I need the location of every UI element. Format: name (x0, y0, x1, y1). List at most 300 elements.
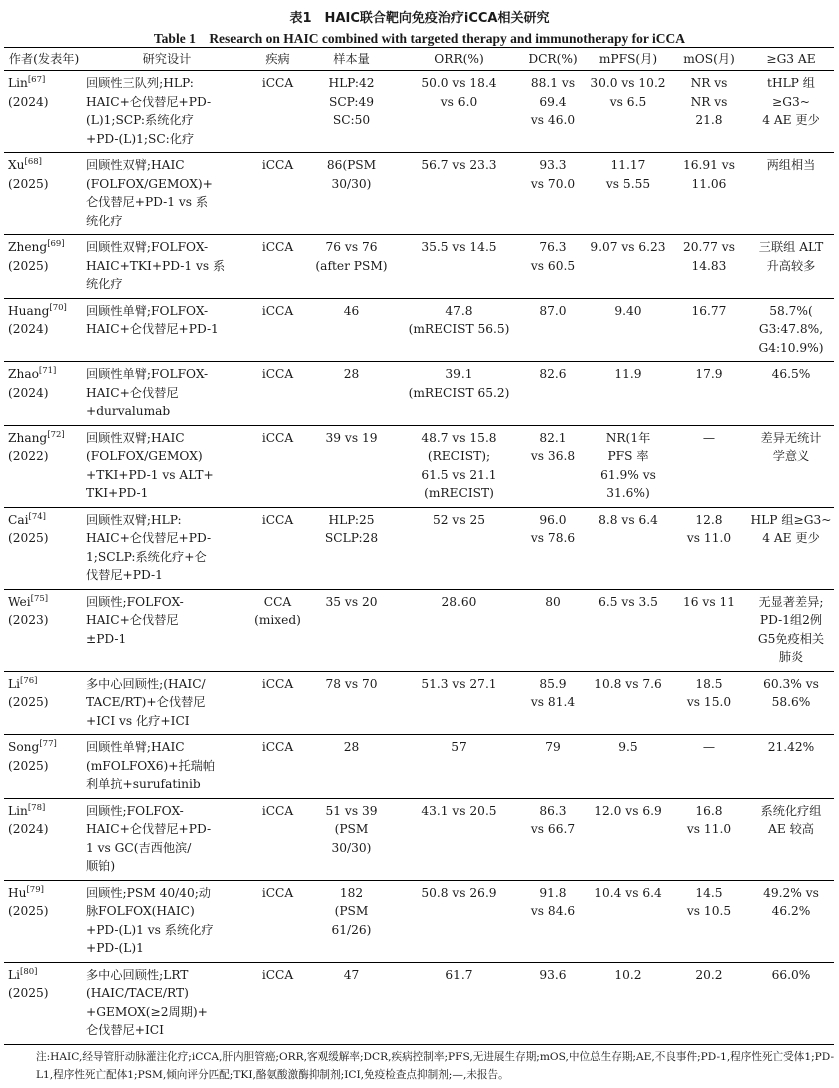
cell-line: HAIC+仑伐替尼+PD- (86, 531, 212, 545)
cell-ae (748, 362, 834, 426)
cell-line: 35 vs 20 (325, 594, 378, 609)
cell-author (4, 589, 84, 671)
cell-mpfs (586, 362, 670, 426)
cell-line: 57 (451, 740, 467, 754)
cell-mos (670, 235, 748, 299)
cell-line: 系统化疗组 (760, 803, 822, 818)
cell-dcr (520, 962, 586, 1044)
cell-line: 85.9 (539, 676, 567, 691)
cell-line: 48.7 vs 15.8 (421, 430, 497, 445)
cell-mos (670, 671, 748, 735)
cell-line: 88.1 vs (530, 76, 576, 90)
cell-design (84, 507, 250, 589)
publication-year: (2025) (8, 176, 49, 191)
cell-orr (398, 362, 520, 426)
cell-design (84, 362, 250, 426)
cell-line: (L)1;SCP:系统化疗 (86, 113, 194, 127)
cell-author (4, 507, 84, 589)
cell-mos (670, 798, 748, 880)
author-name: Song (8, 740, 40, 754)
cell-line: vs 6.0 (440, 94, 478, 109)
reference-number: [67] (27, 75, 46, 85)
cell-disease (250, 425, 305, 507)
cell-mos (670, 507, 748, 589)
cell-line: HLP 组≥G3~ (750, 512, 832, 527)
cell-line: NR(1年 (605, 430, 651, 445)
cell-mpfs (586, 671, 670, 735)
cell-ae (748, 671, 834, 735)
cell-ae (748, 425, 834, 507)
cell-line: (RECIST); (427, 449, 491, 463)
cell-orr (398, 962, 520, 1044)
cell-line: 回顾性单臂;FOLFOX- (86, 367, 209, 381)
author-name: Cai (8, 512, 29, 527)
cell-line: HAIC+TKI+PD-1 vs 系 (86, 258, 226, 273)
cell-orr (398, 298, 520, 362)
cell-line: 58.6% (771, 695, 811, 709)
cell-line: 1;SCLP:系统化疗+仑 (86, 549, 207, 564)
cell-line: 61.9% vs (600, 467, 656, 482)
cell-line: 16.8 (695, 803, 723, 818)
cell-mos (670, 880, 748, 962)
cell-line: (mixed) (254, 613, 301, 627)
cell-line: 46.5% (771, 367, 811, 381)
cell-disease (250, 671, 305, 735)
cell-line: (FOLFOX/GEMOX) (86, 449, 203, 463)
author-name: Xu (8, 158, 25, 172)
cell-author (4, 798, 84, 880)
cell-line: 76 vs 76 (325, 240, 378, 254)
cell-sample (305, 507, 398, 589)
cell-mos (670, 425, 748, 507)
cell-line: 16.91 vs (683, 158, 735, 172)
cell-disease (250, 298, 305, 362)
author-name: Huang (8, 303, 50, 318)
cell-line: iCCA (261, 803, 294, 818)
cell-line: HAIC+仑伐替尼+PD-1 (86, 322, 219, 336)
cell-line: 两组相当 (766, 158, 816, 172)
cell-line: vs 60.5 (530, 258, 576, 273)
cell-author (4, 880, 84, 962)
author-name: Zhao (8, 367, 39, 381)
cell-line: AE 较高 (768, 822, 814, 836)
publication-year: (2024) (8, 385, 49, 400)
cell-line: vs 5.55 (605, 176, 651, 191)
cell-line: 12.8 (695, 512, 723, 527)
cell-design (84, 425, 250, 507)
cell-line: 差异无统计 (760, 430, 822, 445)
cell-author (4, 962, 84, 1044)
cell-line: 回顾性;FOLFOX- (86, 803, 184, 818)
header-author: 作者(发表年) (8, 51, 80, 66)
cell-line: 47.8 (445, 303, 473, 318)
table-row (4, 425, 834, 507)
cell-line: 30.0 vs 10.2 (590, 76, 666, 90)
cell-orr (398, 425, 520, 507)
cell-disease (250, 880, 305, 962)
cell-design (84, 962, 250, 1044)
cell-line: 21.8 (695, 113, 723, 127)
publication-year: (2025) (8, 986, 49, 1000)
cell-author (4, 235, 84, 299)
cell-dcr (520, 671, 586, 735)
cell-line: 仑伐替尼+ICI (86, 1023, 164, 1037)
header-mpfs: mPFS(月) (598, 51, 658, 66)
cell-line: 利单抗+surufatinib (86, 777, 201, 791)
cell-dcr (520, 362, 586, 426)
cell-line: 统化疗 (86, 277, 123, 291)
cell-dcr (520, 153, 586, 235)
table-row (4, 962, 834, 1044)
cell-line: 11.06 (691, 176, 727, 191)
cell-orr (398, 153, 520, 235)
cell-line: PD-1组2例 (759, 613, 823, 627)
cell-line: 50.8 vs 26.9 (421, 885, 497, 900)
cell-sample (305, 235, 398, 299)
cell-line: 21.42% (767, 740, 815, 754)
reference-number: [71] (38, 366, 57, 376)
cell-orr (398, 798, 520, 880)
cell-line: 8.8 vs 6.4 (598, 512, 658, 527)
reference-number: [80] (20, 966, 38, 977)
cell-line: 28 (343, 740, 360, 754)
publication-year: (2025) (8, 258, 49, 273)
publication-year: (2025) (8, 904, 49, 918)
cell-line: +PD-(L)1 (86, 941, 144, 955)
publication-year: (2024) (8, 822, 49, 836)
author-name: Li (8, 676, 20, 691)
cell-line: 69.4 (539, 94, 567, 109)
cell-line: 统化疗 (86, 213, 123, 228)
cell-design (84, 153, 250, 235)
cell-line: 20.77 vs (683, 240, 735, 254)
cell-line: 47 (343, 967, 360, 982)
cell-disease (250, 362, 305, 426)
cell-line: HLP:42 (328, 76, 375, 90)
table-row (4, 798, 834, 880)
cell-line: 回顾性双臂;FOLFOX- (86, 240, 209, 254)
cell-ae (748, 153, 834, 235)
cell-line: 1 vs GC(吉西他滨/ (86, 840, 192, 855)
cell-ae (748, 298, 834, 362)
cell-mos (670, 71, 748, 153)
cell-dcr (520, 71, 586, 153)
cell-line: HAIC+仑伐替尼 (86, 613, 179, 627)
reference-number: [69] (47, 239, 65, 249)
cell-line: 61.7 (445, 967, 473, 982)
cell-mos (670, 735, 748, 799)
publication-year: (2023) (8, 613, 49, 627)
table-row (4, 671, 834, 735)
cell-line: 50.0 vs 18.4 (421, 76, 497, 90)
cell-sample (305, 735, 398, 799)
cell-line: 182 (339, 885, 364, 900)
cell-line: 6.5 vs 3.5 (598, 594, 658, 609)
cell-line: 学意义 (772, 449, 810, 463)
cell-dcr (520, 880, 586, 962)
table-row (4, 880, 834, 962)
publication-year: (2025) (8, 531, 49, 545)
cell-design (84, 671, 250, 735)
research-table (4, 47, 834, 1045)
cell-ae (748, 71, 834, 153)
cell-line: vs 11.0 (686, 822, 732, 836)
cell-line: — (702, 430, 716, 445)
publication-year: (2022) (8, 449, 49, 463)
cell-line: 肺炎 (778, 650, 804, 664)
cell-line: (mFOLFOX6)+托瑞帕 (86, 758, 216, 773)
cell-line: vs 10.5 (686, 904, 732, 918)
cell-line: iCCA (261, 158, 294, 172)
cell-mpfs (586, 235, 670, 299)
cell-line: HAIC+仑伐替尼+PD- (86, 94, 212, 109)
cell-line: 11.17 (610, 158, 646, 172)
cell-line: 10.4 vs 6.4 (594, 885, 662, 900)
cell-line: G5免疫相关 (757, 631, 825, 646)
cell-dcr (520, 798, 586, 880)
cell-ae (748, 962, 834, 1044)
cell-author (4, 425, 84, 507)
cell-author (4, 735, 84, 799)
cell-dcr (520, 235, 586, 299)
reference-number: [76] (20, 675, 38, 686)
cell-sample (305, 153, 398, 235)
cell-line: SC:50 (332, 113, 371, 127)
cell-line: 回顾性单臂;FOLFOX- (86, 303, 209, 318)
cell-line: 回顾性双臂;HLP: (86, 512, 182, 527)
cell-mpfs (586, 298, 670, 362)
cell-line: iCCA (261, 740, 294, 754)
cell-design (84, 71, 250, 153)
cell-mpfs (586, 735, 670, 799)
cell-line: 4 AE 更少 (762, 113, 820, 127)
table-title-en: Table 1 Research on HAIC combined with targeted therapy and immunotherapy for iCCA (153, 31, 686, 46)
cell-line: iCCA (261, 967, 294, 982)
cell-disease (250, 235, 305, 299)
cell-author (4, 298, 84, 362)
cell-orr (398, 880, 520, 962)
author-name: Zhang (8, 430, 48, 445)
table-row (4, 735, 834, 799)
cell-line: HAIC+仑伐替尼 (86, 385, 179, 400)
cell-line: 9.40 (614, 303, 642, 318)
cell-line: vs 36.8 (530, 449, 576, 463)
cell-sample (305, 362, 398, 426)
author-name: Hu (8, 885, 27, 900)
cell-line: 79 (545, 740, 561, 754)
cell-line: 96.0 (539, 512, 567, 527)
table-note: 注:HAIC,经导管肝动脉灌注化疗;iCCA,肝内胆管癌;ORR,客观缓解率;DCR,疾病控制率;PFS,无进展生存期;mOS,中位总生存期;AE,不良事件;PD-1,程序性死亡受体1;PD-L1,程序性死亡配体1;PSM,倾向评分匹配;TKI,酪氨酸激酶抑制剂;ICI,免疫检查点抑制剂;—,未报告。 (36, 1051, 835, 1081)
cell-line: 回顾性;PSM 40/40;动 (86, 885, 211, 900)
cell-line: HAIC+仑伐替尼+PD- (86, 822, 212, 836)
cell-line: (PSM (334, 904, 369, 918)
cell-line: 30/30) (331, 840, 372, 855)
cell-orr (398, 589, 520, 671)
cell-line: iCCA (261, 240, 294, 254)
cell-line: +GEMOX(≥2周期)+ (86, 1004, 208, 1019)
cell-disease (250, 798, 305, 880)
cell-sample (305, 71, 398, 153)
cell-line: 18.5 (695, 676, 723, 691)
cell-disease (250, 71, 305, 153)
cell-mpfs (586, 880, 670, 962)
publication-year: (2024) (8, 94, 49, 109)
cell-line: 93.3 (539, 158, 567, 172)
cell-line: 回顾性三队列;HLP: (86, 76, 194, 90)
cell-line: vs 66.7 (530, 822, 576, 836)
cell-design (84, 235, 250, 299)
cell-line: (after PSM) (315, 258, 388, 273)
cell-author (4, 362, 84, 426)
table-body (4, 71, 834, 1045)
cell-line: SCP:49 (328, 94, 375, 109)
cell-line: 82.1 (539, 430, 567, 445)
cell-disease (250, 589, 305, 671)
reference-number: [74] (28, 511, 46, 522)
cell-line: 52 vs 25 (433, 512, 485, 527)
header-orr: ORR(%) (434, 51, 484, 66)
cell-sample (305, 671, 398, 735)
cell-mos (670, 362, 748, 426)
cell-orr (398, 71, 520, 153)
cell-line: SCLP:28 (324, 531, 379, 545)
cell-line: 回顾性;FOLFOX- (86, 594, 184, 609)
cell-line: 91.8 (539, 885, 567, 900)
table-title-cn: 表1 HAIC联合靶向免疫治疗iCCA相关研究 (289, 11, 550, 26)
cell-design (84, 589, 250, 671)
cell-line: 12.0 vs 6.9 (594, 803, 662, 818)
cell-ae (748, 735, 834, 799)
cell-line: 76.3 (539, 240, 567, 254)
cell-line: 顺铂) (86, 859, 116, 873)
table-row (4, 362, 834, 426)
cell-line: iCCA (261, 512, 294, 527)
author-name: Zheng (8, 240, 48, 254)
cell-line: 49.2% vs (763, 885, 819, 900)
cell-line: 多中心回顾性;(HAIC/ (86, 676, 206, 691)
cell-line: iCCA (261, 303, 294, 318)
cell-line: 仑伐替尼+PD-1 vs 系 (86, 195, 209, 209)
cell-author (4, 671, 84, 735)
cell-mpfs (586, 153, 670, 235)
publication-year: (2024) (8, 322, 49, 336)
table-row (4, 71, 834, 153)
cell-line: 31.6%) (606, 486, 650, 500)
cell-line: (PSM (334, 822, 369, 836)
cell-line: PFS 率 (607, 449, 649, 463)
cell-line: 无显著差异; (758, 594, 824, 609)
cell-dcr (520, 735, 586, 799)
cell-line: 10.2 (614, 967, 642, 982)
cell-line: iCCA (261, 885, 294, 900)
cell-line: 20.2 (695, 967, 723, 982)
cell-orr (398, 235, 520, 299)
cell-line: (mRECIST 56.5) (408, 322, 510, 336)
table-row (4, 507, 834, 589)
header-sample: 样本量 (333, 51, 370, 66)
cell-dcr (520, 589, 586, 671)
reference-number: [77] (39, 739, 57, 749)
cell-line: 61/26) (331, 922, 372, 937)
cell-line: 39 vs 19 (325, 430, 378, 445)
cell-line: (mRECIST 65.2) (408, 385, 510, 400)
cell-line: 58.7%( (769, 303, 813, 318)
publication-year: (2025) (8, 695, 49, 709)
cell-ae (748, 880, 834, 962)
cell-line: 66.0% (771, 967, 811, 982)
cell-line: 三联组 ALT (758, 240, 824, 254)
cell-line: tHLP 组≥G3~ (767, 76, 815, 109)
cell-line: 56.7 vs 23.3 (421, 158, 497, 172)
reference-number: [72] (47, 429, 65, 440)
cell-line: iCCA (261, 76, 294, 90)
cell-dcr (520, 425, 586, 507)
cell-line: CCA (263, 594, 292, 609)
cell-sample (305, 798, 398, 880)
cell-line: 多中心回顾性;LRT (86, 967, 189, 982)
cell-line: vs 78.6 (530, 531, 576, 545)
cell-dcr (520, 507, 586, 589)
cell-design (84, 880, 250, 962)
cell-line: 78 vs 70 (325, 676, 378, 691)
cell-line: 16 vs 11 (683, 594, 735, 609)
cell-line: iCCA (261, 367, 294, 381)
cell-line: G3:47.8%, (758, 322, 824, 336)
cell-ae (748, 235, 834, 299)
cell-sample (305, 880, 398, 962)
cell-line: 86(PSM (326, 158, 377, 172)
table-row (4, 235, 834, 299)
cell-orr (398, 735, 520, 799)
cell-mos (670, 589, 748, 671)
cell-line: NR vs (690, 94, 728, 109)
cell-mpfs (586, 507, 670, 589)
cell-line: vs 15.0 (686, 695, 732, 709)
cell-line: vs 6.5 (609, 94, 647, 109)
cell-mpfs (586, 589, 670, 671)
cell-line: vs 46.0 (530, 113, 576, 127)
cell-line: +PD-(L)1 vs 系统化疗 (86, 922, 214, 937)
table-row (4, 153, 834, 235)
header-disease: 疾病 (265, 51, 290, 66)
cell-mpfs (586, 71, 670, 153)
cell-line: 9.07 vs 6.23 (590, 240, 666, 254)
cell-line: 9.5 (618, 740, 638, 754)
cell-sample (305, 962, 398, 1044)
cell-line: 伐替尼+PD-1 (86, 568, 163, 582)
reference-number: [75] (30, 593, 49, 604)
cell-line: TACE/RT)+仑伐替尼 (86, 695, 206, 709)
cell-line: 60.3% vs (763, 676, 819, 691)
cell-line: 61.5 vs 21.1 (421, 467, 497, 482)
cell-line: 14.5 (695, 885, 723, 900)
cell-author (4, 71, 84, 153)
reference-number: [70] (49, 302, 67, 313)
cell-line: HLP:25 (328, 512, 375, 527)
cell-mos (670, 962, 748, 1044)
reference-number: [68] (24, 157, 42, 167)
publication-year: (2025) (8, 758, 49, 773)
cell-mos (670, 153, 748, 235)
cell-disease (250, 153, 305, 235)
cell-line: 脉FOLFOX(HAIC) (86, 904, 195, 918)
cell-line: 39.1 (445, 367, 473, 381)
cell-sample (305, 425, 398, 507)
cell-line: iCCA (261, 676, 294, 691)
cell-author (4, 153, 84, 235)
cell-line: 16.77 (691, 303, 727, 318)
cell-mos (670, 298, 748, 362)
